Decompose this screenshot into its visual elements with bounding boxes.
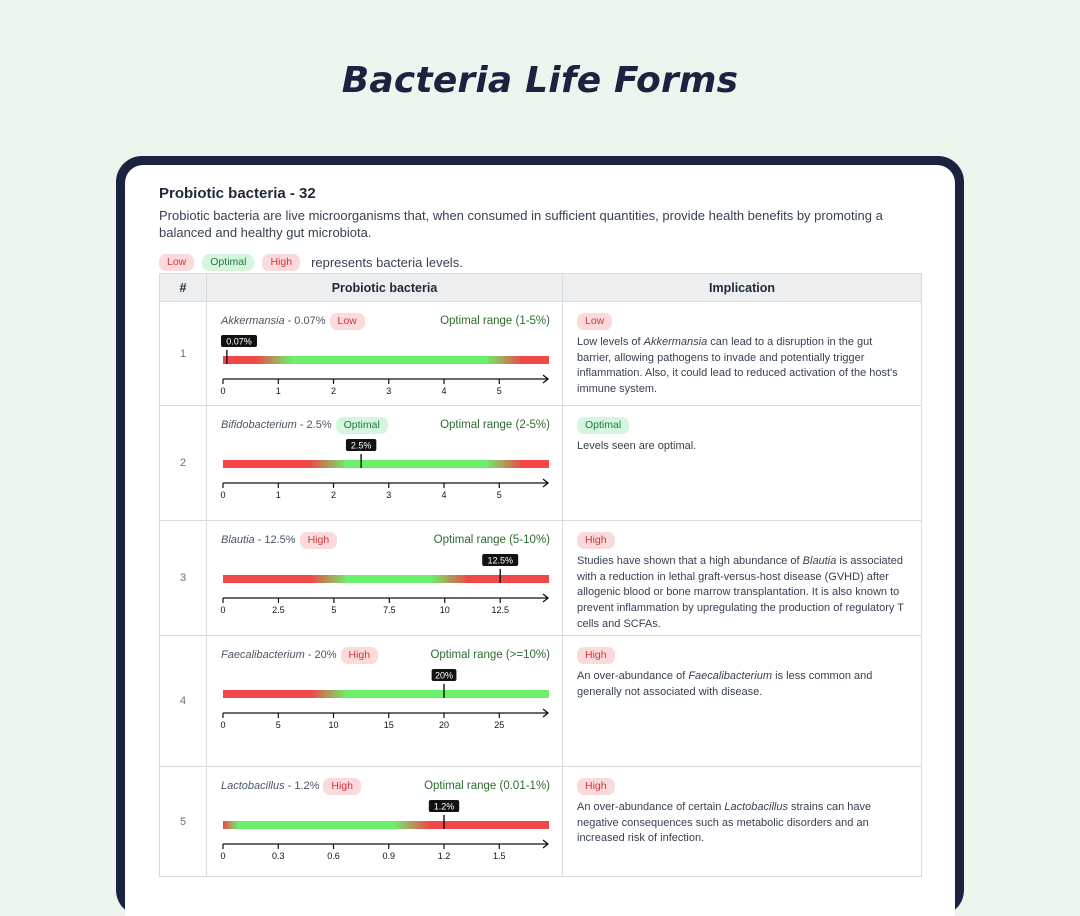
implication-fragment: Levels seen are optimal. xyxy=(577,440,697,452)
implication-cell xyxy=(563,636,922,767)
range-chart xyxy=(221,668,549,732)
implication-fragment: is associated with a reduction in lethal graft-versus-host disease (GVHD) after allogenic blood or bone marrow transplantation. It is also known to prevent inflammation by upregulating the production of regulatory T cells and SCFAs. xyxy=(577,555,904,630)
tick-label: 0.6 xyxy=(327,851,340,861)
section-title: Probiotic bacteria - 32 xyxy=(159,185,316,202)
implication-fragment: An over-abundance of xyxy=(577,670,689,682)
optimal-range: Optimal range (2-5%) xyxy=(440,419,550,431)
tick-label: 5 xyxy=(275,720,281,730)
table-row xyxy=(160,302,922,406)
status-badge: High xyxy=(341,647,379,664)
report-screen xyxy=(125,165,955,916)
range-chart xyxy=(221,438,549,502)
row-number: 1 xyxy=(160,302,207,406)
tick-label: 10 xyxy=(328,720,339,730)
implication-fragment: can lead to a disruption in the gut barrier, allowing pathogens to invade and potentially trigger inflammation. Also, it could lead to reduced activation of the host's immune system. xyxy=(577,336,898,396)
bacteria-cell xyxy=(207,636,563,767)
header-num: # xyxy=(160,274,207,302)
tick-label: 0.9 xyxy=(382,851,396,861)
bacteria-name-inline: Blautia xyxy=(802,555,837,567)
implication-cell xyxy=(563,767,922,877)
table-row xyxy=(160,636,922,767)
bacteria-cell xyxy=(207,406,563,521)
tick-label: 7.5 xyxy=(383,605,396,615)
bacteria-value: - 1.2% xyxy=(287,780,320,792)
legend-optimal-badge: Optimal xyxy=(202,254,254,271)
bacteria-value: - 2.5% xyxy=(299,419,332,431)
section-description: Probiotic bacteria are live microorganisms that, when consumed in sufficient quantities, provide health benefits by promoting a balanced and healthy gut microbiota. xyxy=(159,208,883,240)
bacteria-name: Bifidobacterium xyxy=(221,419,297,431)
implication-fragment: strains can have negative consequences such as metabolic disorders and an increased risk of infection. xyxy=(577,801,872,845)
bacteria-header xyxy=(221,531,550,549)
tick-label: 1 xyxy=(275,386,281,396)
optimal-range: Optimal range (0.01-1%) xyxy=(424,780,550,792)
tick-label: 0 xyxy=(220,386,226,396)
tick-label: 15 xyxy=(383,720,394,730)
tick-label: 1.2 xyxy=(437,851,451,861)
legend-high-badge: High xyxy=(262,254,300,271)
bacteria-cell xyxy=(207,521,563,636)
tick-label: 5 xyxy=(496,490,502,500)
device-frame xyxy=(116,156,964,916)
table-row xyxy=(160,767,922,877)
implication-text xyxy=(577,800,907,847)
table-header-row xyxy=(160,274,922,302)
header-bacteria: Probiotic bacteria xyxy=(207,274,563,302)
header-implication: Implication xyxy=(563,274,922,302)
implication-fragment: An over-abundance of certain xyxy=(577,801,725,813)
value-label: 2.5% xyxy=(350,440,372,451)
optimal-range: Optimal range (1-5%) xyxy=(440,315,550,327)
status-badge: High xyxy=(323,778,361,795)
tick-label: 0 xyxy=(220,851,226,861)
implication-fragment: Studies have shown that a high abundance of xyxy=(577,555,803,567)
row-number: 4 xyxy=(160,636,207,767)
status-badge: Low xyxy=(330,313,365,330)
tick-label: 3 xyxy=(386,490,392,500)
table-row xyxy=(160,521,922,636)
tick-label: 2 xyxy=(331,490,337,500)
tick-label: 3 xyxy=(386,386,392,396)
range-bar xyxy=(223,690,549,698)
range-chart xyxy=(221,799,549,863)
value-label: 1.2% xyxy=(433,801,455,812)
implication-cell xyxy=(563,406,922,521)
legend-low-badge: Low xyxy=(159,254,194,271)
bacteria-name: Akkermansia xyxy=(221,315,285,327)
bacteria-value: - 12.5% xyxy=(257,534,296,546)
table-row xyxy=(160,406,922,521)
bacteria-name-inline: Lactobacillus xyxy=(724,801,788,813)
bacteria-value: - 0.07% xyxy=(287,315,326,327)
bacteria-header xyxy=(221,777,550,795)
bacteria-table xyxy=(159,273,922,877)
tick-label: 2 xyxy=(331,386,337,396)
bacteria-name-inline: Akkermansia xyxy=(643,336,708,348)
row-number: 2 xyxy=(160,406,207,521)
implication-cell xyxy=(563,302,922,406)
bacteria-name: Lactobacillus xyxy=(221,780,285,792)
tick-label: 4 xyxy=(441,490,447,500)
tick-label: 0 xyxy=(220,720,226,730)
implication-text xyxy=(577,335,907,398)
value-label: 20% xyxy=(435,670,454,681)
tick-label: 10 xyxy=(439,605,450,615)
range-bar xyxy=(223,356,549,364)
implication-badge: Low xyxy=(577,313,612,330)
row-number: 3 xyxy=(160,521,207,636)
implication-text xyxy=(577,439,907,455)
range-chart xyxy=(221,334,549,398)
range-bar xyxy=(223,821,549,829)
tick-label: 4 xyxy=(441,386,447,396)
bacteria-name-inline: Faecalibacterium xyxy=(688,670,773,682)
tick-label: 25 xyxy=(494,720,505,730)
optimal-range: Optimal range (>=10%) xyxy=(430,649,550,661)
row-number: 5 xyxy=(160,767,207,877)
range-bar xyxy=(223,460,549,468)
implication-badge: Optimal xyxy=(577,417,629,434)
bacteria-header xyxy=(221,416,550,434)
implication-badge: High xyxy=(577,778,615,795)
bacteria-header xyxy=(221,646,550,664)
tick-label: 0 xyxy=(220,605,226,615)
optimal-range: Optimal range (5-10%) xyxy=(433,534,550,546)
tick-label: 0 xyxy=(220,490,226,500)
page-title: Bacteria Life Forms xyxy=(341,60,739,101)
implication-text xyxy=(577,554,907,633)
bacteria-name: Blautia xyxy=(221,534,255,546)
tick-label: 1 xyxy=(275,490,281,500)
value-label: 12.5% xyxy=(487,555,513,566)
range-chart xyxy=(221,553,549,617)
implication-fragment: is less common and generally not associated with disease. xyxy=(577,670,873,698)
status-badge: High xyxy=(300,532,338,549)
tick-label: 1.5 xyxy=(493,851,506,861)
tick-label: 20 xyxy=(439,720,450,730)
bacteria-name: Faecalibacterium xyxy=(221,649,305,661)
status-badge: Optimal xyxy=(336,417,388,434)
bacteria-cell xyxy=(207,302,563,406)
legend xyxy=(159,254,463,271)
tick-label: 2.5 xyxy=(272,605,285,615)
legend-text: represents bacteria levels. xyxy=(311,255,463,270)
implication-badge: High xyxy=(577,532,615,549)
implication-badge: High xyxy=(577,647,615,664)
tick-label: 12.5 xyxy=(491,605,509,615)
tick-label: 0.3 xyxy=(271,851,285,861)
implication-fragment: Low levels of xyxy=(577,336,644,348)
bacteria-cell xyxy=(207,767,563,877)
value-label: 0.07% xyxy=(226,336,252,347)
tick-label: 5 xyxy=(331,605,337,615)
tick-label: 5 xyxy=(496,386,502,396)
bacteria-value: - 20% xyxy=(307,649,337,661)
implication-text xyxy=(577,669,907,700)
implication-cell xyxy=(563,521,922,636)
bacteria-header xyxy=(221,312,550,330)
